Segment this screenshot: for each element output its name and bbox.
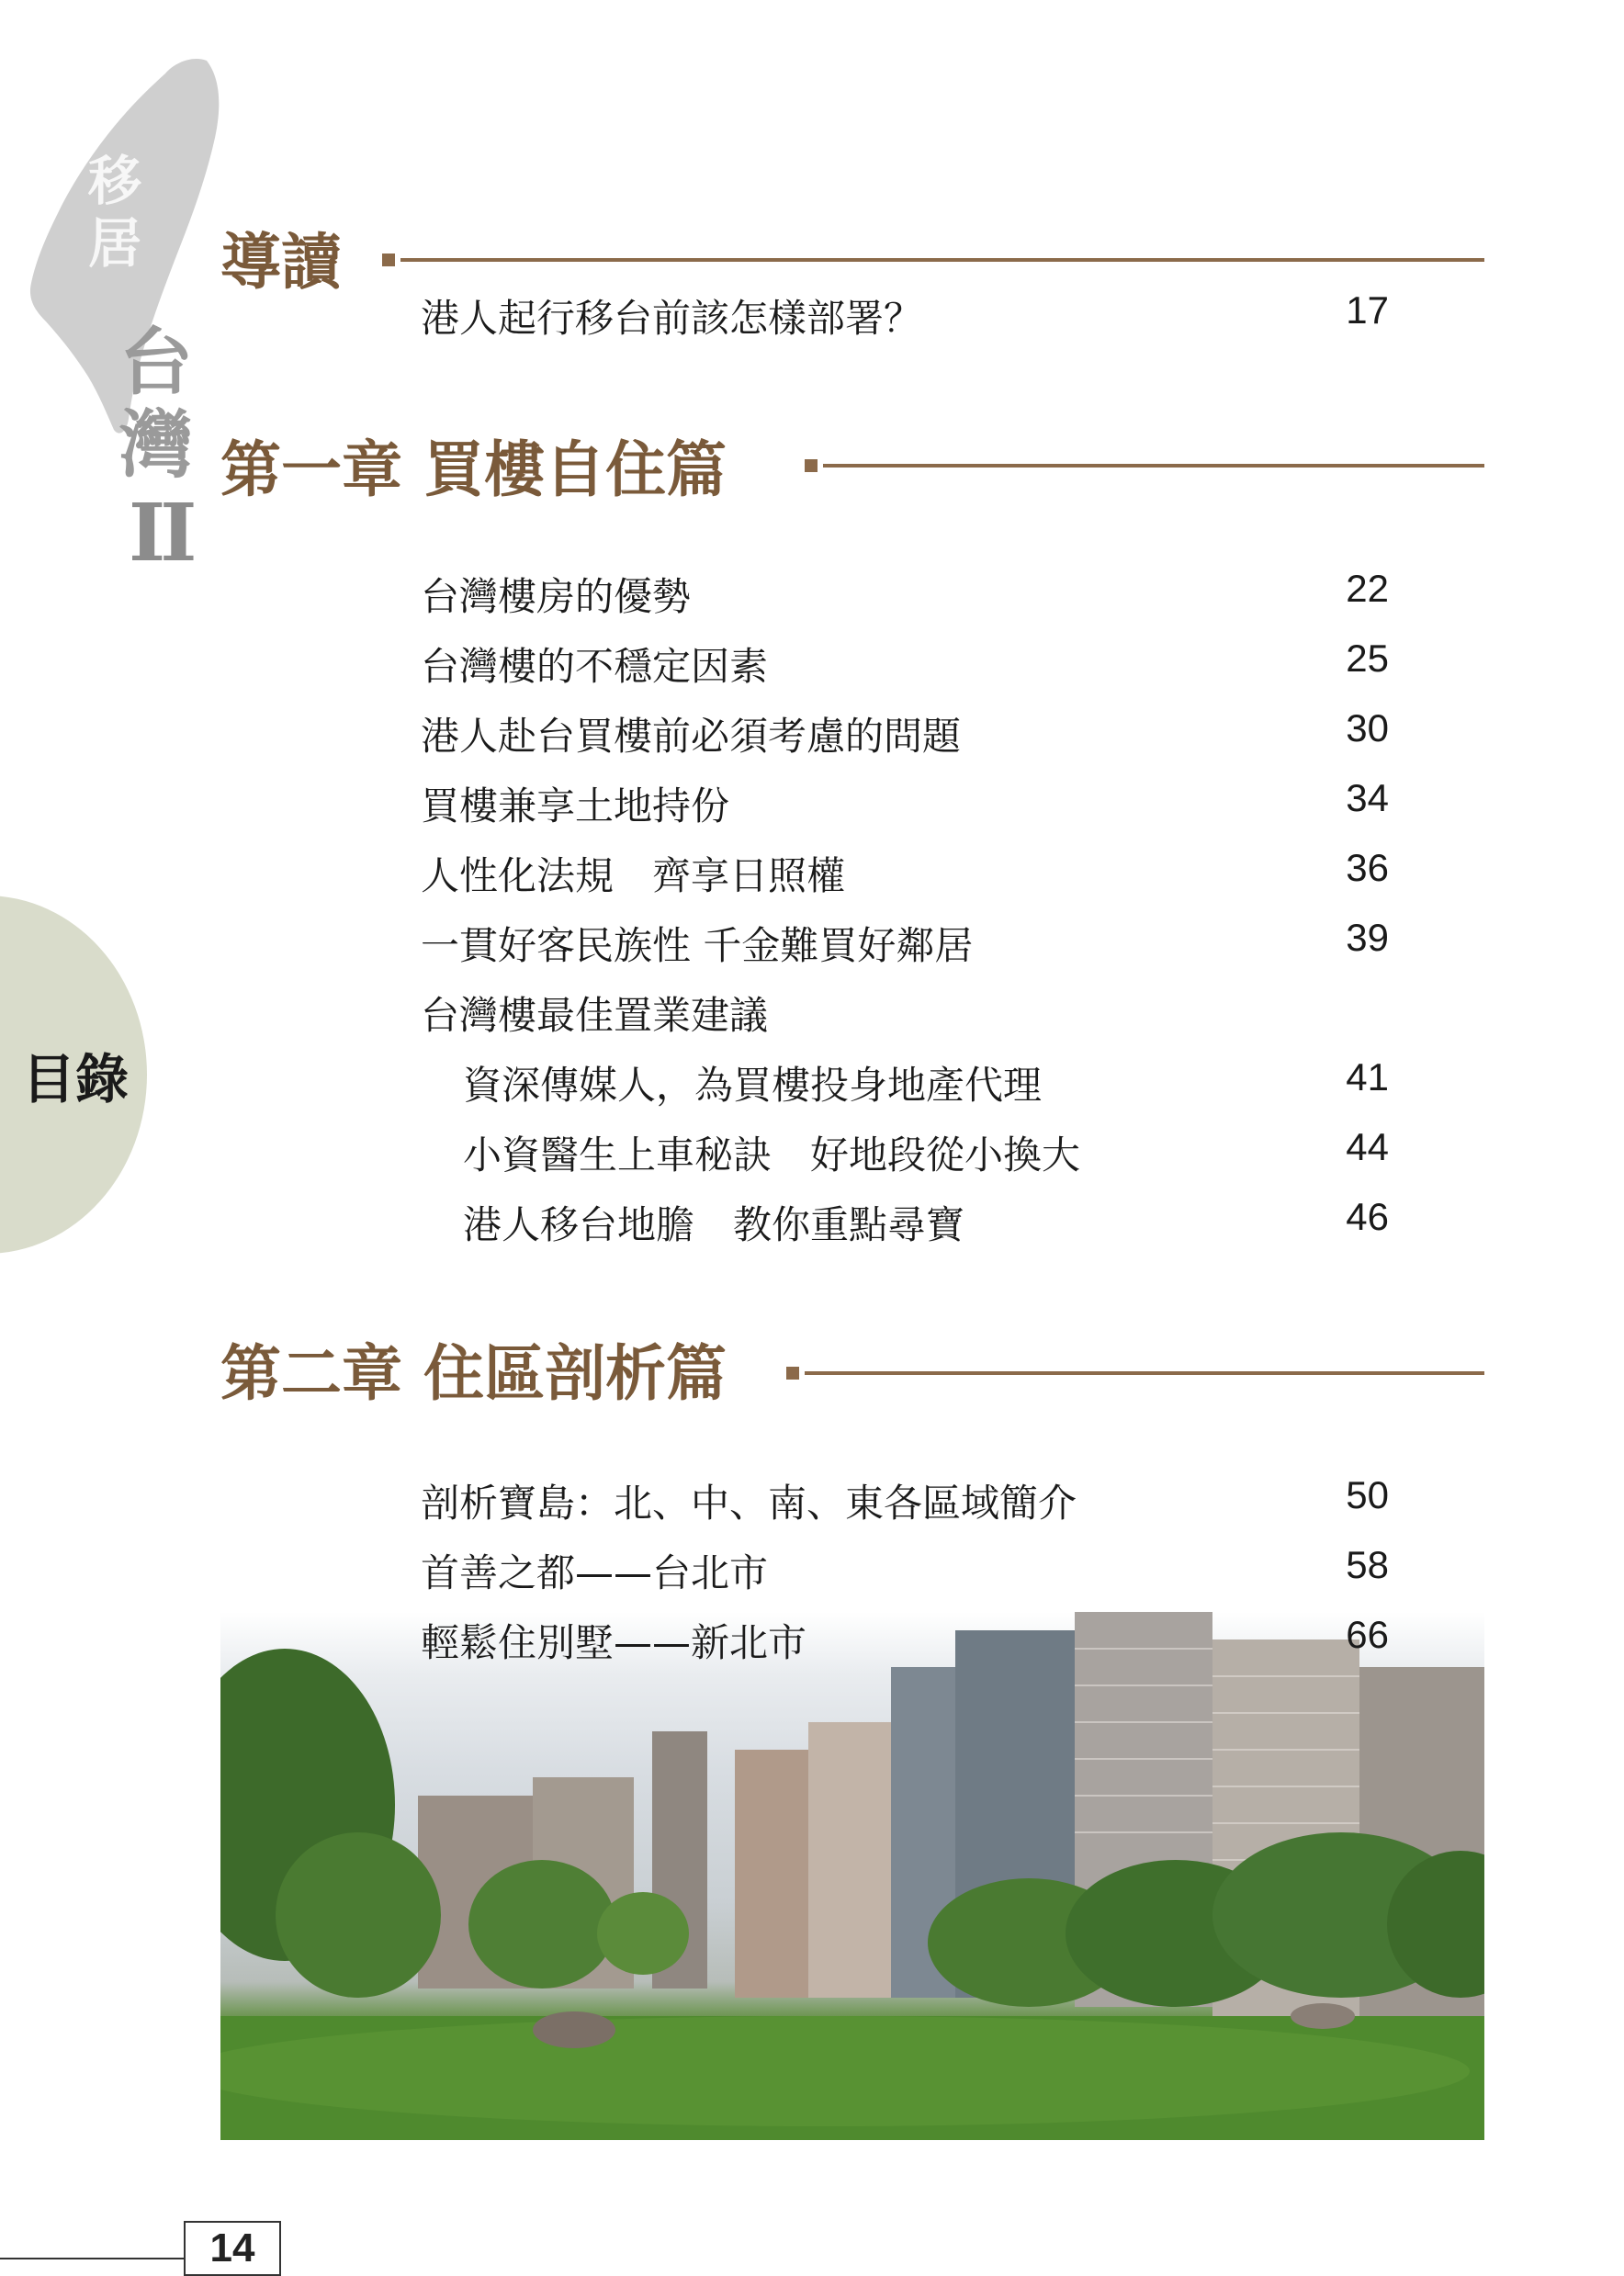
toc-entry-page[interactable]: 30 [1346,706,1389,749]
section-rule [823,464,1484,468]
toc-entry-title[interactable]: 資深傳媒人，為買樓投身地產代理 [463,1063,1043,1108]
toc-entry-title[interactable]: 首善之都——台北市 [421,1550,769,1595]
city-park-photo [220,1612,1484,2140]
section-heading-intro: 導讀 [220,226,342,298]
toc-entry-title[interactable]: 買樓兼享土地持份 [421,783,730,828]
toc-entry-page[interactable]: 17 [1346,288,1389,332]
section-heading-chapter-2: 第二章 住區剖析篇 [220,1337,727,1409]
toc-entry-title[interactable]: 人性化法規 齊享日照權 [421,853,846,898]
toc-entry-page[interactable]: 58 [1346,1543,1389,1586]
brand-char-4: 灣 [119,401,193,488]
section-rule [805,1371,1484,1375]
toc-entry-page[interactable]: 41 [1346,1055,1389,1099]
brand-char-1: 移 [88,150,142,212]
page-number: 14 [184,2221,281,2276]
toc-entry-page[interactable]: 22 [1346,567,1389,610]
side-tab-label: 目錄 [22,1048,130,1110]
toc-entry-title[interactable]: 一貫好客民族性 千金難買好鄰居 [421,923,974,968]
toc-entry-page[interactable]: 36 [1346,846,1389,889]
brand-volume: II [129,487,192,580]
brand-char-3: 台 [119,319,193,405]
section-rule-dot [382,254,395,266]
toc-entry-title[interactable]: 港人起行移台前該怎樣部署？ [421,296,923,341]
toc-entry-page[interactable]: 66 [1346,1613,1389,1656]
toc-entry-title[interactable]: 台灣樓的不穩定因素 [421,644,769,689]
toc-entry-page[interactable]: 39 [1346,916,1389,959]
brand-char-2: 居 [88,212,142,275]
toc-entry-title[interactable]: 小資醫生上車秘訣 好地段從小換大 [463,1132,1081,1177]
section-rule [400,258,1484,262]
section-rule-dot [786,1367,799,1380]
folio-rule [0,2258,184,2259]
toc-entry-title[interactable]: 輕鬆住別墅——新北市 [421,1620,807,1665]
toc-entry-title[interactable]: 台灣樓房的優勢 [421,574,692,619]
section-heading-chapter-1: 第一章 買樓自住篇 [220,434,727,505]
toc-entry-page[interactable]: 44 [1346,1125,1389,1168]
toc-entry-title[interactable]: 剖析寶島：北、中、南、東各區域簡介 [421,1481,1077,1526]
toc-entry-title[interactable]: 港人赴台買樓前必須考慮的問題 [421,714,962,759]
toc-subsection-title[interactable]: 台灣樓最佳置業建議 [421,993,769,1038]
toc-entry-page[interactable]: 25 [1346,637,1389,680]
section-rule-dot [805,459,818,472]
toc-entry-title[interactable]: 港人移台地膽 教你重點尋寶 [463,1202,965,1247]
toc-entry-page[interactable]: 34 [1346,776,1389,819]
toc-entry-page[interactable]: 46 [1346,1195,1389,1238]
toc-entry-page[interactable]: 50 [1346,1473,1389,1516]
